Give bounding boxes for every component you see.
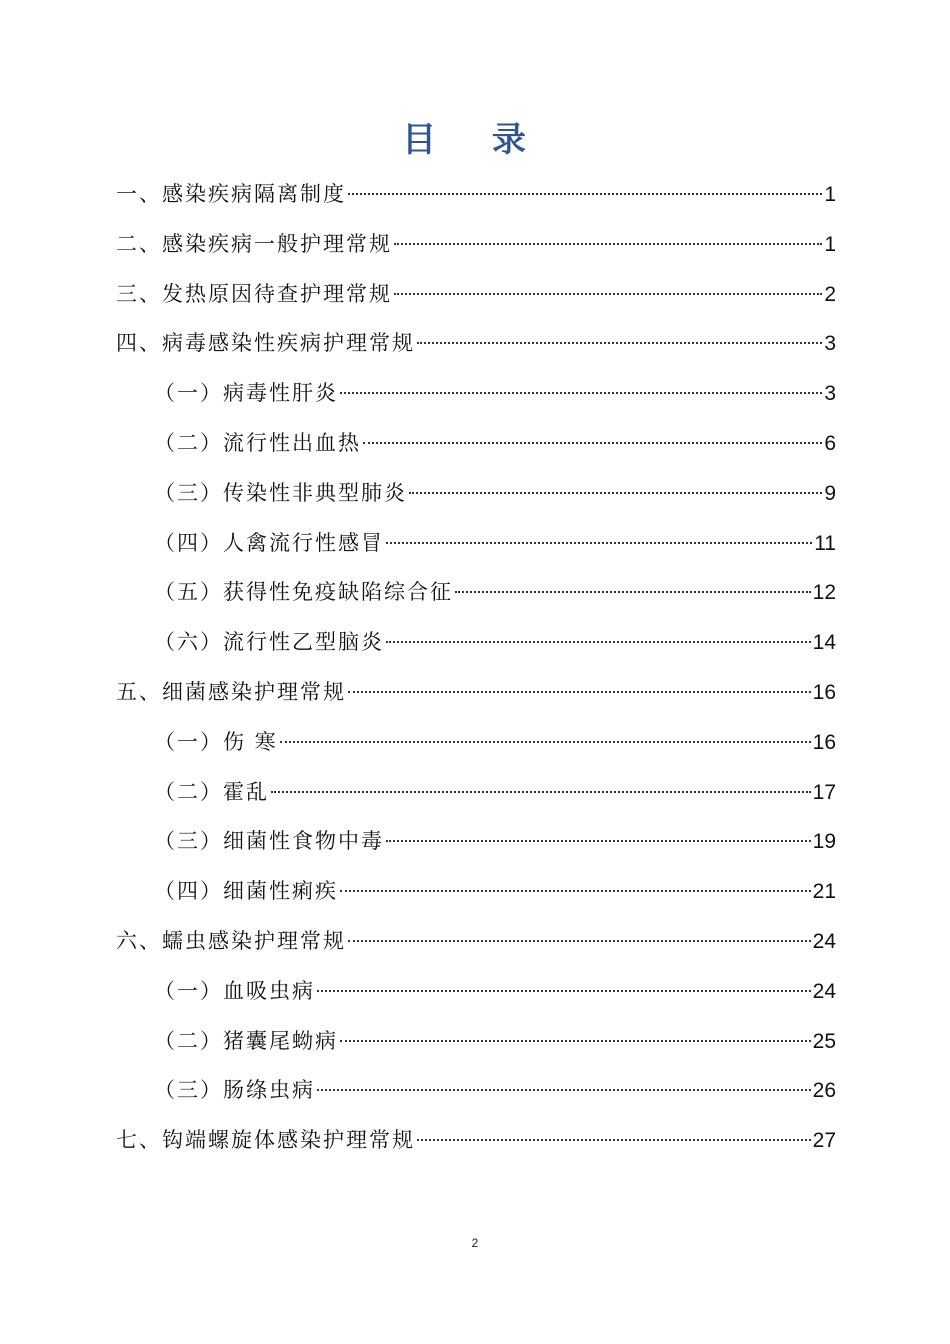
toc-entry-label: （三）传染性非典型肺炎	[154, 480, 407, 505]
toc-entry-label: （二）猪囊尾蚴病	[154, 1028, 338, 1053]
toc-entry-page: 21	[812, 880, 836, 904]
toc-entry[interactable]	[116, 1066, 836, 1116]
table-of-contents	[116, 170, 836, 1166]
toc-entry-page: 19	[812, 830, 836, 854]
toc-dot-leader	[317, 990, 811, 992]
toc-entry-label: （二）流行性出血热	[154, 430, 361, 455]
toc-entry-label: 四、病毒感染性疾病护理常规	[116, 331, 415, 356]
toc-entry-label: （三）细菌性食物中毒	[154, 829, 384, 854]
toc-entry-label: （二）霍乱	[154, 779, 269, 804]
toc-entry[interactable]	[116, 568, 836, 618]
toc-entry[interactable]	[116, 1017, 836, 1067]
toc-dot-leader	[409, 492, 822, 494]
toc-entry-page: 26	[812, 1079, 836, 1103]
toc-entry[interactable]	[116, 917, 836, 967]
toc-entry[interactable]	[116, 319, 836, 369]
toc-entry[interactable]	[116, 668, 836, 718]
toc-dot-leader	[271, 791, 811, 793]
toc-entry[interactable]	[116, 419, 836, 469]
footer-page-number: 2	[471, 1236, 479, 1250]
toc-entry-label: （三）肠绦虫病	[154, 1078, 315, 1103]
toc-entry[interactable]	[116, 817, 836, 867]
toc-entry[interactable]	[116, 220, 836, 270]
toc-entry-page: 11	[814, 531, 836, 555]
toc-entry[interactable]	[116, 270, 836, 320]
toc-entry-label: 七、钩端螺旋体感染护理常规	[116, 1128, 415, 1153]
toc-dot-leader	[280, 741, 811, 743]
toc-entry-label: （一）病毒性肝炎	[154, 381, 338, 406]
toc-entry-label: （六）流行性乙型脑炎	[154, 630, 384, 655]
toc-entry-label: 六、蠕虫感染护理常规	[116, 928, 346, 953]
toc-entry-page: 6	[824, 431, 836, 455]
toc-entry-label: （四）细菌性痢疾	[154, 879, 338, 904]
toc-dot-leader	[417, 1139, 811, 1141]
toc-entry-page: 16	[812, 680, 836, 704]
toc-entry[interactable]	[116, 768, 836, 818]
toc-dot-leader	[386, 641, 811, 643]
toc-entry-label: 三、发热原因待查护理常规	[116, 281, 392, 306]
toc-dot-leader	[455, 591, 811, 593]
toc-entry[interactable]	[116, 1116, 836, 1166]
page-title: 目 录	[402, 120, 548, 160]
toc-entry-page: 1	[824, 183, 836, 206]
toc-entry-page: 12	[812, 581, 836, 605]
toc-entry[interactable]	[116, 369, 836, 419]
toc-entry-page: 3	[824, 332, 836, 356]
toc-entry-page: 9	[824, 481, 836, 505]
toc-entry-label: （一）血吸虫病	[154, 978, 315, 1003]
toc-entry-page: 1	[824, 232, 836, 256]
toc-entry-page: 2	[824, 282, 836, 306]
toc-entry-page: 24	[812, 979, 836, 1003]
toc-dot-leader	[386, 840, 811, 842]
toc-dot-leader	[340, 392, 822, 394]
toc-entry-page: 25	[812, 1029, 836, 1053]
toc-entry-page: 3	[824, 382, 836, 406]
toc-dot-leader	[394, 243, 822, 245]
toc-entry-page: 24	[812, 929, 836, 953]
toc-dot-leader	[386, 542, 812, 544]
toc-dot-leader	[394, 293, 822, 295]
toc-dot-leader	[417, 342, 822, 344]
toc-dot-leader	[340, 890, 811, 892]
toc-entry-page: 16	[812, 730, 836, 754]
toc-dot-leader	[363, 442, 822, 444]
toc-entry-page: 17	[812, 780, 836, 804]
toc-entry-label: （五）获得性免疫缺陷综合征	[154, 580, 453, 605]
toc-entry[interactable]	[116, 718, 836, 768]
toc-dot-leader	[348, 940, 811, 942]
toc-dot-leader	[348, 193, 822, 195]
toc-entry-label: 一、感染疾病隔离制度	[116, 182, 346, 206]
toc-entry-page: 27	[812, 1129, 836, 1153]
toc-entry[interactable]	[116, 519, 836, 569]
toc-entry-label: 二、感染疾病一般护理常规	[116, 231, 392, 256]
toc-dot-leader	[317, 1089, 811, 1091]
toc-dot-leader	[340, 1040, 811, 1042]
toc-entry-label: （一）伤 寒	[154, 729, 278, 754]
toc-entry[interactable]	[116, 618, 836, 668]
toc-entry-label: （四）人禽流行性感冒	[154, 530, 384, 555]
toc-entry-page: 14	[812, 631, 836, 655]
toc-dot-leader	[348, 691, 811, 693]
toc-entry[interactable]	[116, 967, 836, 1017]
toc-entry[interactable]	[116, 867, 836, 917]
toc-entry-label: 五、细菌感染护理常规	[116, 679, 346, 704]
toc-entry[interactable]	[116, 469, 836, 519]
toc-entry[interactable]	[116, 170, 836, 220]
